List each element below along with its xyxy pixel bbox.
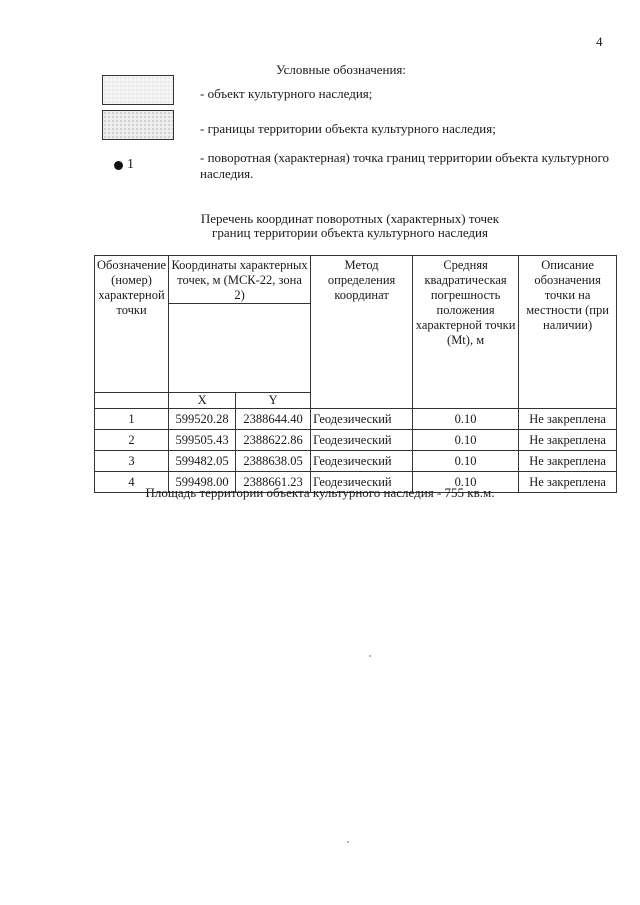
territory-border-swatch bbox=[102, 110, 174, 140]
page-number: 4 bbox=[596, 34, 603, 49]
cell-description: Не закреплена bbox=[519, 451, 617, 472]
cell-point: 4 bbox=[95, 472, 169, 493]
cell-method: Геодезический bbox=[311, 409, 413, 430]
header-coordinates: Координаты характерных точек, м (МСК-22, зона 2) bbox=[169, 256, 311, 304]
turning-point-legend-text: - поворотная (характерная) точка границ территории объекта культурного наследия. bbox=[200, 150, 610, 181]
cell-error: 0.10 bbox=[413, 409, 519, 430]
cell-y: 2388644.40 bbox=[236, 409, 311, 430]
legend-title: Условные обозначения: bbox=[276, 62, 407, 77]
cell-method: Геодезический bbox=[311, 472, 413, 493]
cell-x: 599482.05 bbox=[169, 451, 236, 472]
scan-speck bbox=[347, 841, 349, 843]
turning-point-marker-label: 1 bbox=[127, 157, 134, 173]
header-designation-spacer bbox=[95, 393, 169, 409]
table-title-line-1: Перечень координат поворотных (характерных) точек bbox=[200, 211, 500, 226]
territory-border-legend-text: - границы территории объекта культурного наследия; bbox=[200, 121, 496, 136]
scan-speck bbox=[369, 655, 371, 657]
cell-description: Не закреплена bbox=[519, 409, 617, 430]
cell-x: 599498.00 bbox=[169, 472, 236, 493]
cell-x: 599520.28 bbox=[169, 409, 236, 430]
turning-point-dot-icon bbox=[114, 161, 123, 170]
cell-description: Не закреплена bbox=[519, 472, 617, 493]
header-coordinates-spacer bbox=[169, 304, 311, 393]
header-x: X bbox=[169, 393, 236, 409]
header-method: Метод определения координат bbox=[311, 256, 413, 409]
cell-point: 1 bbox=[95, 409, 169, 430]
header-description: Описание обозначения точки на местности (при наличии) bbox=[519, 256, 617, 409]
coordinates-table bbox=[94, 255, 617, 493]
cell-error: 0.10 bbox=[413, 472, 519, 493]
header-error: Средняя квадратическая погрешность положения характерной точки (Mt), м bbox=[413, 256, 519, 409]
header-designation: Обозначение (номер) характерной точки bbox=[95, 256, 169, 393]
header-y: Y bbox=[236, 393, 311, 409]
cell-x: 599505.43 bbox=[169, 430, 236, 451]
cell-error: 0.10 bbox=[413, 430, 519, 451]
cell-y: 2388661.23 bbox=[236, 472, 311, 493]
cell-error: 0.10 bbox=[413, 451, 519, 472]
table-title bbox=[120, 212, 580, 240]
heritage-object-legend-text: - объект культурного наследия; bbox=[200, 86, 373, 101]
table-header-row bbox=[95, 256, 617, 304]
table-row bbox=[95, 430, 617, 451]
turning-point-marker bbox=[114, 156, 134, 174]
area-statement: Площадь территории объекта культурного наследия - 755 кв.м. bbox=[145, 485, 495, 500]
cell-description: Не закреплена bbox=[519, 430, 617, 451]
table-title-line-2: границ территории объекта культурного наследия bbox=[212, 225, 488, 240]
cell-y: 2388622.86 bbox=[236, 430, 311, 451]
table-row bbox=[95, 409, 617, 430]
cell-point: 2 bbox=[95, 430, 169, 451]
cell-y: 2388638.05 bbox=[236, 451, 311, 472]
heritage-object-swatch bbox=[102, 75, 174, 105]
table-row bbox=[95, 451, 617, 472]
cell-method: Геодезический bbox=[311, 451, 413, 472]
cell-method: Геодезический bbox=[311, 430, 413, 451]
cell-point: 3 bbox=[95, 451, 169, 472]
